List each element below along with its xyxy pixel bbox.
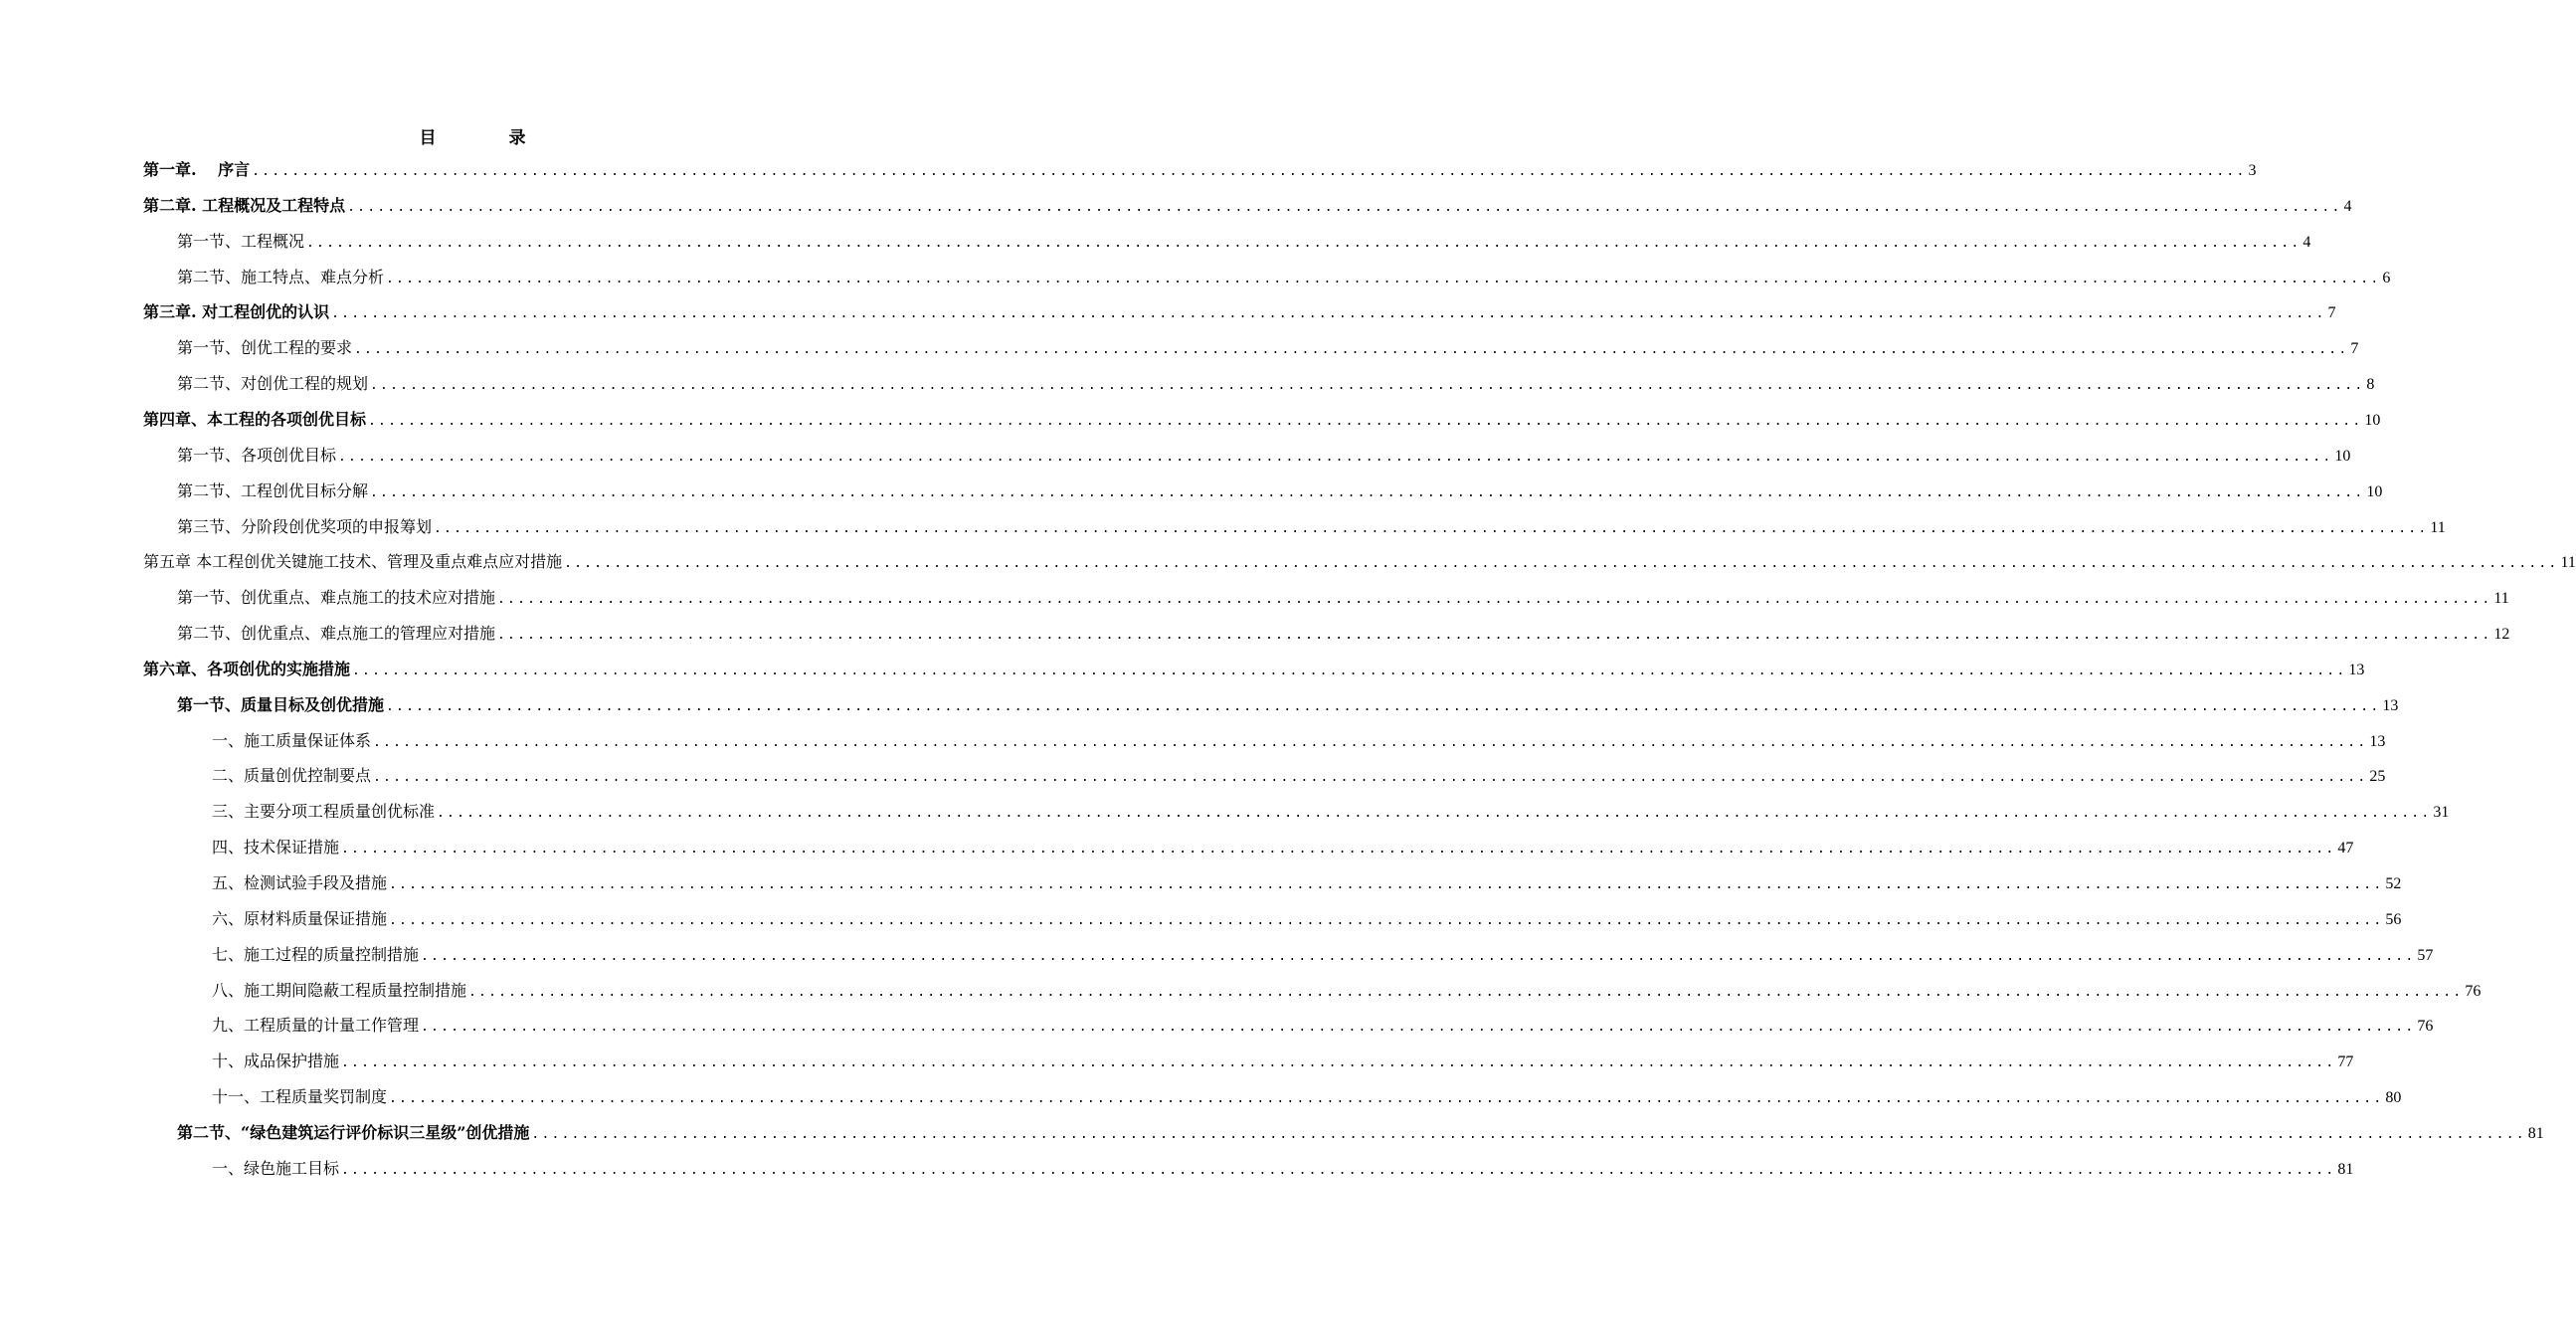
- toc-entry-page-number: 4: [2302, 233, 2311, 251]
- toc-entry-title: 一、施工质量保证体系: [212, 730, 372, 750]
- toc-entry-page-number: 3: [2248, 162, 2257, 179]
- toc-entry-page-number: 7: [2327, 304, 2336, 322]
- toc-entry-page-number: 81: [2337, 1160, 2354, 1178]
- toc-entry-page-number: 76: [2465, 982, 2482, 1000]
- toc-entry-page-number: 4: [2343, 197, 2352, 215]
- toc-entry[interactable]: [177, 621, 2510, 645]
- toc-entry-title: 七、施工过程的质量控制措施: [212, 944, 420, 964]
- dot-leader: ........................................................................................................................................................................................................: [373, 770, 2368, 786]
- toc-entry-title: 第二节、工程创优目标分解: [177, 480, 369, 500]
- toc-entry-title: 第一节、质量目标及创优措施: [177, 694, 385, 714]
- toc-entry-title: 第五章 本工程创优关键施工技术、管理及重点难点应对措施: [143, 552, 563, 572]
- dot-leader: ........................................................................................................................................................................................................: [370, 484, 2365, 500]
- toc-entry-page-number: 11: [2430, 518, 2446, 536]
- dot-leader: ........................................................................................................................................................................................................: [347, 199, 2342, 215]
- toc-entry-title: 第四章、本工程的各项创优目标: [143, 409, 367, 429]
- dot-leader: ........................................................................................................................................................................................................: [564, 556, 2559, 572]
- toc-entry-page-number: 13: [2369, 732, 2386, 750]
- toc-entry-title: 八、施工期间隐蔽工程质量控制措施: [212, 980, 467, 1000]
- dot-leader: ........................................................................................................................................................................................................: [341, 1162, 2336, 1178]
- dot-leader: ........................................................................................................................................................................................................: [468, 984, 2464, 1000]
- toc-entry[interactable]: [177, 514, 2446, 538]
- toc-entry-page-number: 10: [2334, 447, 2351, 465]
- toc-entry-title: 六、原材料质量保证措施: [212, 908, 388, 928]
- toc-entry-page-number: 11: [2560, 554, 2576, 572]
- toc-entry-title: 第二节、施工特点、难点分析: [177, 267, 385, 286]
- toc-entry[interactable]: [143, 549, 2576, 573]
- toc-entry[interactable]: [212, 728, 2386, 752]
- dot-leader: ........................................................................................................................................................................................................: [386, 698, 2381, 714]
- toc-entry[interactable]: [212, 870, 2402, 894]
- toc-entry[interactable]: [177, 265, 2391, 288]
- toc-entry-title: 四、技术保证措施: [212, 838, 340, 858]
- dot-leader: ........................................................................................................................................................................................................: [352, 663, 2347, 678]
- dot-leader: ........................................................................................................................................................................................................: [497, 592, 2492, 608]
- toc-entry[interactable]: [177, 585, 2509, 609]
- toc-entry[interactable]: [177, 371, 2375, 395]
- toc-entry-page-number: 47: [2337, 840, 2354, 858]
- dot-leader: ........................................................................................................................................................................................................: [389, 912, 2384, 928]
- dot-leader: ........................................................................................................................................................................................................: [306, 235, 2301, 251]
- toc-entry-page-number: 80: [2385, 1089, 2402, 1107]
- toc-entry-title: 第六章、各项创优的实施措施: [143, 659, 351, 678]
- toc-entry[interactable]: [177, 335, 2359, 359]
- toc-entry[interactable]: [212, 1084, 2402, 1108]
- toc-entry-page-number: 10: [2366, 482, 2383, 500]
- toc-entry-title: 一、绿色施工目标: [212, 1158, 340, 1178]
- toc-entry[interactable]: [212, 799, 2450, 823]
- toc-entry-title: 第三章. 对工程创优的认识: [143, 302, 330, 322]
- dot-leader: ........................................................................................................................................................................................................: [373, 734, 2368, 750]
- toc-entry[interactable]: [143, 299, 2336, 323]
- toc-entry[interactable]: [212, 1013, 2434, 1037]
- dot-leader: ........................................................................................................................................................................................................: [368, 413, 2363, 429]
- toc-entry-title: 第三节、分阶段创优奖项的申报筹划: [177, 516, 433, 536]
- dot-leader: ........................................................................................................................................................................................................: [370, 378, 2365, 394]
- dot-leader: ........................................................................................................................................................................................................: [421, 1020, 2416, 1036]
- toc-entry-title: 十、成品保护措施: [212, 1051, 340, 1071]
- toc-entry-page-number: 6: [2382, 269, 2391, 286]
- toc-entry-title: 第一节、创优工程的要求: [177, 338, 353, 358]
- toc-entry[interactable]: [212, 763, 2386, 787]
- toc-entry-page-number: 13: [2348, 661, 2365, 678]
- dot-leader: ........................................................................................................................................................................................................: [338, 449, 2333, 465]
- toc-entry-title: 二、质量创优控制要点: [212, 766, 372, 786]
- toc-entry[interactable]: [212, 942, 2434, 966]
- toc-entry[interactable]: [177, 692, 2399, 716]
- toc-entry[interactable]: [212, 978, 2482, 1002]
- dot-leader: ........................................................................................................................................................................................................: [252, 164, 2247, 179]
- dot-leader: ........................................................................................................................................................................................................: [386, 271, 2381, 286]
- toc-entry-page-number: 31: [2433, 804, 2450, 822]
- toc-entry[interactable]: [177, 478, 2383, 502]
- toc-entry-page-number: 25: [2369, 768, 2386, 786]
- dot-leader: ........................................................................................................................................................................................................: [389, 1091, 2384, 1107]
- dot-leader: ........................................................................................................................................................................................................: [497, 628, 2492, 644]
- dot-leader: ........................................................................................................................................................................................................: [341, 842, 2336, 858]
- dot-leader: ........................................................................................................................................................................................................: [531, 1126, 2526, 1142]
- toc-entry[interactable]: [177, 229, 2311, 253]
- toc-entry-title: 三、主要分项工程质量创优标准: [212, 802, 436, 822]
- toc-entry-page-number: 81: [2527, 1124, 2544, 1142]
- toc-entry[interactable]: [212, 835, 2354, 859]
- toc-entry-page-number: 52: [2385, 875, 2402, 892]
- toc-entry-page-number: 56: [2385, 910, 2402, 928]
- toc-entry-title: 五、检测试验手段及措施: [212, 873, 388, 892]
- dot-leader: ........................................................................................................................................................................................................: [354, 342, 2349, 358]
- toc-entry-title: 第一节、各项创优目标: [177, 445, 337, 465]
- toc-entry-page-number: 12: [2493, 626, 2510, 644]
- toc-entry[interactable]: [212, 1049, 2354, 1072]
- toc-entry[interactable]: [143, 657, 2365, 680]
- toc-entry-page-number: 13: [2382, 696, 2399, 714]
- toc-entry[interactable]: [143, 157, 2257, 181]
- toc-entry-title: 九、工程质量的计量工作管理: [212, 1016, 420, 1036]
- toc-entry-title: 十一、工程质量奖罚制度: [212, 1087, 388, 1107]
- toc-entry-page-number: 7: [2350, 340, 2359, 358]
- toc-entry[interactable]: [177, 443, 2351, 467]
- toc-entry[interactable]: [143, 193, 2352, 217]
- toc-entry[interactable]: [212, 906, 2402, 930]
- toc-entry-title: 第二节、“绿色建筑运行评价标识三星级”创优措施: [177, 1122, 530, 1142]
- toc-entry[interactable]: [212, 1156, 2354, 1180]
- toc-entry[interactable]: [177, 1120, 2544, 1144]
- dot-leader: ........................................................................................................................................................................................................: [421, 948, 2416, 964]
- dot-leader: ........................................................................................................................................................................................................: [389, 877, 2384, 892]
- toc-entry-title: 第一节、工程概况: [177, 231, 305, 251]
- dot-leader: ........................................................................................................................................................................................................: [341, 1055, 2336, 1071]
- dot-leader: ........................................................................................................................................................................................................: [437, 806, 2432, 822]
- dot-leader: ........................................................................................................................................................................................................: [331, 306, 2326, 322]
- toc-entry-title: 第一章. 序言: [143, 160, 251, 179]
- toc-entry-page-number: 77: [2337, 1053, 2354, 1071]
- toc-entry-page-number: 57: [2417, 946, 2434, 964]
- toc-entry[interactable]: [143, 407, 2381, 431]
- toc-entry-page-number: 10: [2364, 411, 2381, 429]
- toc-entry-title: 第二节、创优重点、难点施工的管理应对措施: [177, 624, 496, 644]
- page-title: 目 录: [419, 128, 554, 148]
- toc-entry-title: 第一节、创优重点、难点施工的技术应对措施: [177, 588, 496, 608]
- toc-entry-page-number: 11: [2493, 590, 2509, 608]
- toc-entry-page-number: 8: [2366, 376, 2375, 394]
- toc-entry-page-number: 76: [2417, 1018, 2434, 1036]
- dot-leader: ........................................................................................................................................................................................................: [434, 520, 2429, 536]
- toc-entry-title: 第二章. 工程概况及工程特点: [143, 195, 346, 215]
- toc-entry-title: 第二节、对创优工程的规划: [177, 374, 369, 394]
